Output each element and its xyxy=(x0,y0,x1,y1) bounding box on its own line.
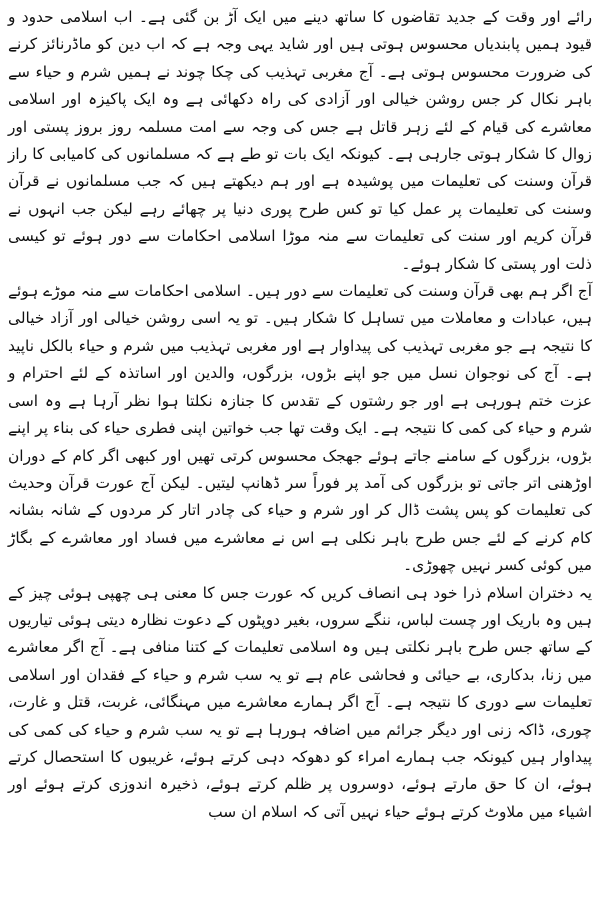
paragraph-3: یہ دختران اسلام ذرا خود ہی انصاف کریں کہ عورت جس کا معنی ہی چھپی ہوئی چیز کے ہیں وہ باریک اور چست لباس، ننگے سروں، بغیر دوپٹوں کے دعوت نظارہ دیتی ہوئی تیاریوں کے ساتھ جس طرح باہر نکلتی ہیں وہ اسلامی تعلیمات کے کتنا منافی ہے۔ آج اگر معاشرے میں زنا، بدکاری، بے حیائی و فحاشی عام ہے تو یہ سب شرم و حیاء کے فقدان اور اسلامی تعلیمات سے دوری کا نتیجہ ہے۔ آج اگر ہمارے معاشرے میں مہنگائی، غربت، قتل و غارت، چوری، ڈاکہ زنی اور دیگر جرائم میں اضافہ ہورہا ہے تو یہ سب شرم و حیاء کی کمی کی پیداوار ہیں کیونکہ جب ہمارے امراء کو دھوکہ دہی کرتے ہوئے، غریبوں کا استحصال کرتے ہوئے، ان کا حق مارتے ہوئے، دوسروں پر ظلم کرتے ہوئے، ذخیرہ اندوزی کرتے ہوئے اور اشیاء میں ملاوٹ کرتے ہوئے حیاء نہیں آتی کہ اسلام ان سب xyxy=(8,583,592,821)
paragraph-1: رائے اور وقت کے جدید تقاضوں کا ساتھ دینے میں ایک آڑ بن گئی ہے۔ اب اسلامی حدود و قیود ہمیں پابندیاں محسوس ہوتی ہیں اور شاید یہی وجہ ہے کہ اب دین کو ماڈرنائز کرنے کی ضرورت محسوس ہوتی ہے۔ آج مغربی تہذیب کی چکا چوند نے ہمیں شرم و حیاء سے باہر نکال کر جس روشن خیالی اور آزادی کی راہ دکھائی ہے وہ ایک پاکیزہ اور اسلامی معاشرے کی قیام کے لئے زہر قاتل ہے جس کی وجہ سے امت مسلمہ روز بروز پستی اور زوال کا شکار ہوتی جارہی ہے۔ کیونکہ ایک بات تو طے ہے کہ مسلمانوں کی کامیابی کا راز قرآن وسنت کی تعلیمات میں پوشیدہ ہے اور ہم دیکھتے ہیں کہ جب مسلمانوں نے قرآن وسنت کی تعلیمات پر عمل کیا تو کس طرح پوری دنیا پر چھائے رہے لیکن جب انہوں نے قرآن کریم اور سنت کی تعلیمات سے منہ موڑا اسلامی احکامات سے دور ہوئے تو کیسی ذلت اور پستی کا شکار ہوئے۔ xyxy=(8,8,592,273)
paragraph-2: آج اگر ہم بھی قرآن وسنت کی تعلیمات سے دور ہیں۔ اسلامی احکامات سے منہ موڑے ہوئے ہیں، عبادات و معاملات میں تساہل کا شکار ہیں۔ تو یہ اسی روشن خیالی اور آزاد خیالی کا نتیجہ ہے جو مغربی تہذیب کی پیداوار ہے اور مغربی تہذیب میں شرم و حیاء بالکل ناپید ہے۔ آج کی نوجوان نسل میں جو اپنے بڑوں، بزرگوں، والدین اور اساتذہ کے لئے احترام و عزت ختم ہورہی ہے اور جو رشتوں کے تقدس کا جنازہ نکلتا ہوا نظر آرہا ہے وہ اسی شرم و حیاء کی کمی کا نتیجہ ہے۔ ایک وقت تھا جب خواتین اپنی فطری حیاء کی بناء پر اپنے بڑوں، بزرگوں کے سامنے جاتے ہوئے جھجک محسوس کرتی تھیں اور کبھی اگر کام کے دوران اوڑھنی اتر جاتی تو بزرگوں کی آمد پر فوراً سر ڈھانپ لیتیں۔ لیکن آج عورت قرآن وحدیث کی تعلیمات کو پس پشت ڈال کر اور شرم و حیاء کی چادر اتار کر مردوں کے شانہ بشانہ کام کرنے کے لئے جس طرح باہر نکلی ہے اس نے معاشرے میں فساد اور معاشرے کے بگاڑ میں کوئی کسر نہیں چھوڑی۔ xyxy=(8,282,592,575)
